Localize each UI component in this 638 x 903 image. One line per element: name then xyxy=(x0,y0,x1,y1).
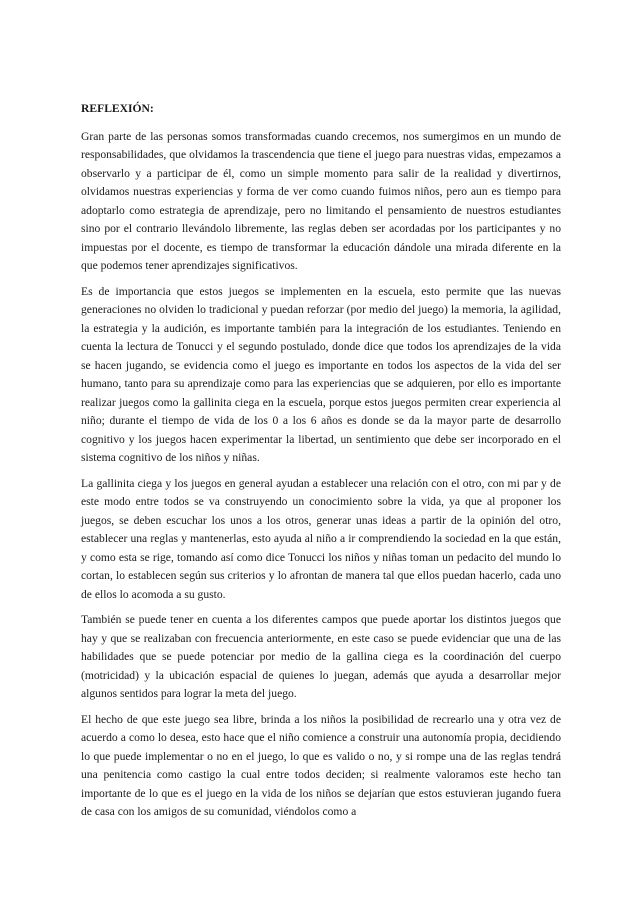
paragraph-1: Gran parte de las personas somos transformadas cuando crecemos, nos sumergimos en un mundo de responsabilidades, que olvidamos la trascendencia que tiene el juego para nuestras vidas, empezamos a observarlo y a participar de él, como un simple momento para salir de la realidad y divertirnos, olvidamos nuestras experiencias y forma de ver como cuando fuimos niños, pero aun es tiempo para adoptarlo como estrategia de aprendizaje, pero no limitando el pensamiento de nuestros estudiantes sino por el contrario llevándolo libremente, las reglas deben ser acordadas por los participantes y no impuestas por el docente, es tiempo de transformar la educación dándole una mirada diferente en la que podemos tener aprendizajes significativos. xyxy=(81,129,561,272)
paragraph-3: La gallinita ciega y los juegos en general ayudan a establecer una relación con el otro, con mi par y de este modo entre todos se va construyendo un conocimiento sobre la vida, ya que al proponer los juegos, se deben escuchar los unos a los otros, generar unas ideas a partir de la opinión del otro, establecer una reglas y mantenerlas, esto ayuda al niño a ir comprendiendo la sociedad en la que están, y como esta se rige, tomando así como dice Tonucci los niños y niñas toman un pedacito del mundo lo cortan, lo establecen según sus criterios y lo afrontan de manera tal que ellos puedan hacerlo, cada uno de ellos lo acomoda a su gusto. xyxy=(81,476,561,601)
section-heading: REFLEXIÓN: xyxy=(81,102,154,115)
paragraph-4: También se puede tener en cuenta a los diferentes campos que puede aportar los distintos juegos que hay y que se realizaban con frecuencia anteriormente, en este caso se puede evidenciar que una de las habilidades que se puede potenciar por medio de la gallina ciega es la coordinación del cuerpo (motricidad) y la ubicación espacial de quienes lo juegan, además que ayuda a desarrollar mejor algunos sentidos para lograr la meta del juego. xyxy=(81,613,561,700)
paragraph-2: Es de importancia que estos juegos se implementen en la escuela, esto permite que las nuevas generaciones no olviden lo tradicional y puedan reforzar (por medio del juego) la memoria, la agilidad, la estrategia y la audición, es importante también para la integración de los estudiantes. Teniendo en cuenta la lectura de Tonucci y el segundo postulado, donde dice que todos los aprendizajes de la vida se hacen jugando, se evidencia como el juego es importante en todos los aspectos de la vida del ser humano, tanto para su aprendizaje como para las experiencias que se adquieren, por ello es importante realizar juegos como la gallinita ciega en la escuela, porque estos juegos permiten crear experiencia al niño; durante el tiempo de vida de los 0 a los 6 años es donde se da la mayor parte de desarrollo cognitivo y los juegos hacen experimentar la libertad, un sentimiento que debe ser incorporado en el sistema cognitivo de los niños y niñas. xyxy=(81,284,561,464)
document-page xyxy=(81,100,561,829)
paragraph-5: El hecho de que este juego sea libre, brinda a los niños la posibilidad de recrearlo una y otra vez de acuerdo a como lo desea, esto hace que el niño comience a construir una autonomía propia, decidiendo lo que puede implementar o no en el juego, lo que es valido o no, y si rompe una de las reglas tendrá una penitencia como castigo la cual entre todos deciden; si realmente valoramos este hecho tan importante de lo que es el juego en la vida de los niños se dejarían que estos estuvieran jugando fuera de casa con los amigos de su comunidad, viéndolos como a xyxy=(81,712,561,818)
